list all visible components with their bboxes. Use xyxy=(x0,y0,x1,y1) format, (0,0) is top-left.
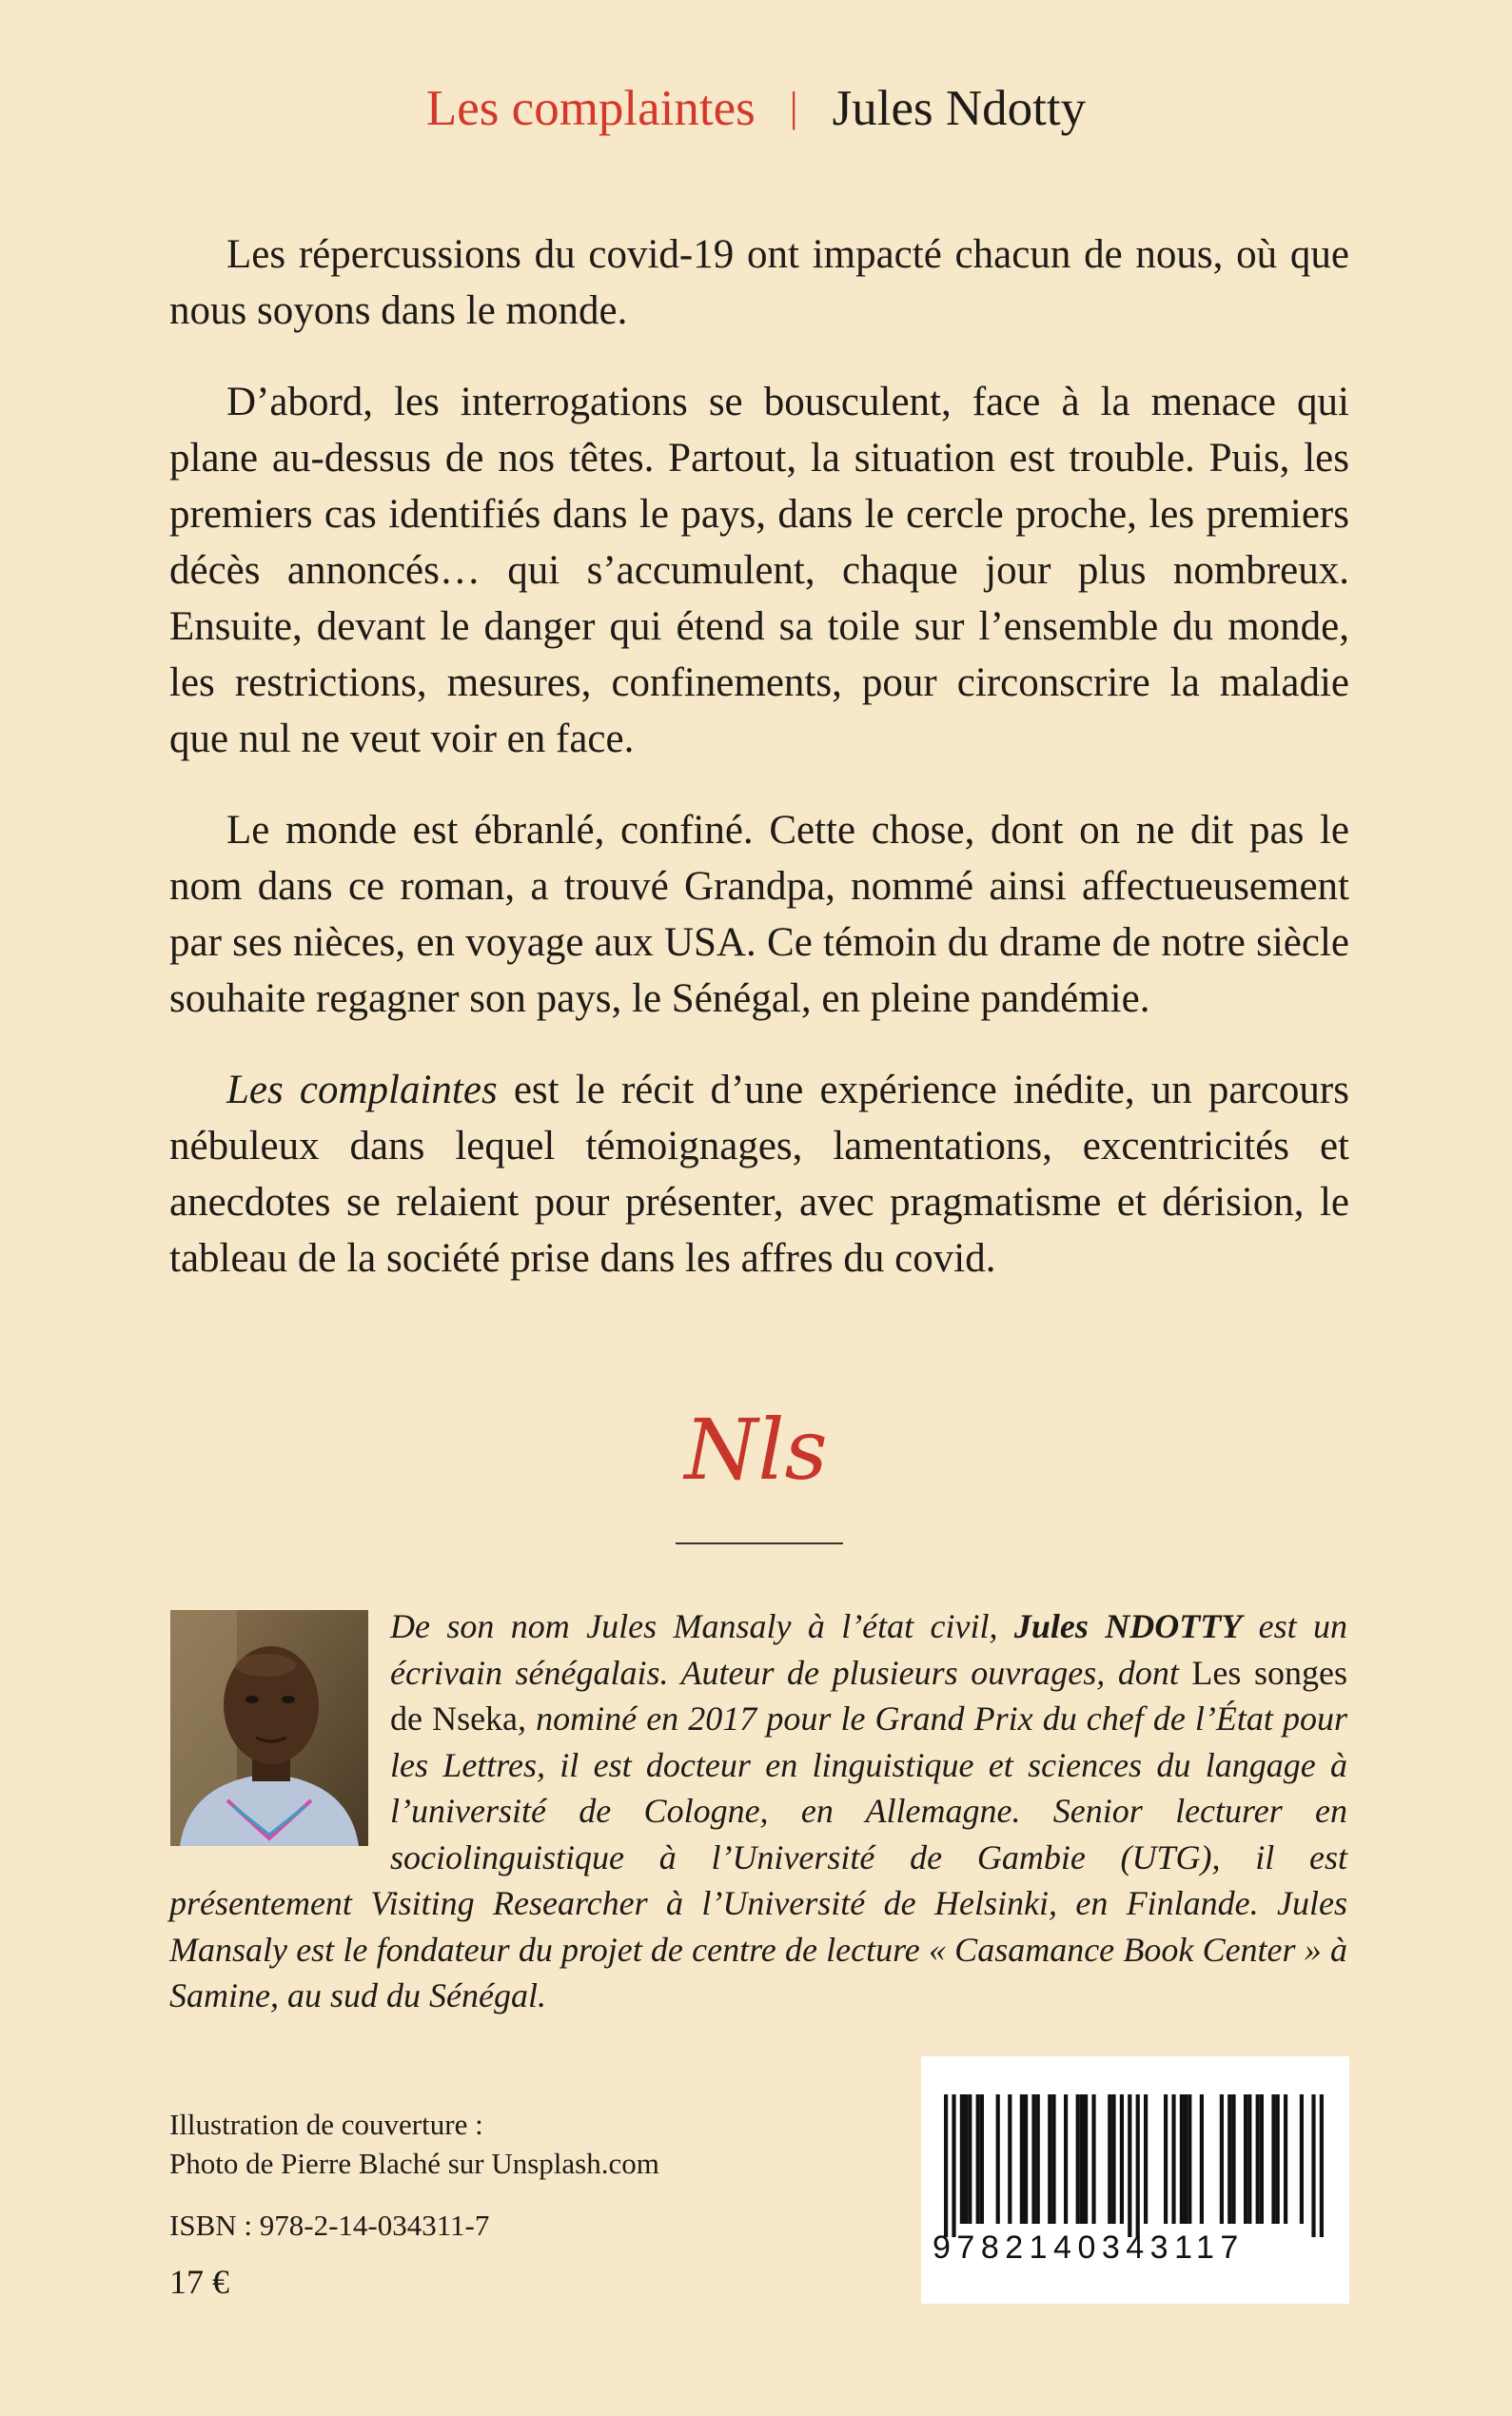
barcode-bar xyxy=(976,2094,980,2224)
bio-text-3: , nominé en 2017 pour le Grand Prix du chef de l’État pour les Lettres, il est docteur en linguistique et sciences du langage à l’université de Cologne, en Allemagne. Senior lecturer en sociolinguistique à l’Université de Gambie (UTG), il est présentement Visiting Researcher à l’Université de Helsinki, en Finlande. Jules Mansaly est le fondateur du projet de centre de lecture « Casamance Book Center » à Samine, au sud du Sénégal. xyxy=(169,1699,1347,2014)
barcode-bar xyxy=(996,2094,1000,2224)
barcode-bar xyxy=(944,2094,948,2237)
barcode-bar xyxy=(1171,2094,1175,2224)
bio-text-2: est un écrivain sénégalais. Auteur de plusieurs ouvrages, dont xyxy=(390,1607,1347,1692)
barcode-bar xyxy=(1020,2094,1024,2224)
barcode-bar xyxy=(980,2094,984,2224)
barcode-bar xyxy=(1231,2094,1235,2224)
blurb-paragraph-4 xyxy=(169,1062,1349,1287)
bio-text-1: De son nom Jules Mansaly à l’état civil, xyxy=(390,1607,1014,1645)
barcode-bar xyxy=(1188,2094,1191,2224)
barcode-bar xyxy=(960,2094,964,2224)
barcode-bar xyxy=(1227,2094,1231,2224)
credits-line-2: Photo de Pierre Blaché sur Unsplash.com xyxy=(169,2147,659,2180)
blurb xyxy=(169,226,1349,1322)
barcode-bar xyxy=(1220,2094,1224,2224)
barcode-bar xyxy=(1164,2094,1168,2224)
barcode-bar xyxy=(1076,2094,1080,2224)
blurb-paragraph-4-text: est le récit d’une expérience inédite, un parcours nébuleux dans lequel témoignages, lamentations, excentricités et anecdotes se relaient pour présenter, avec pragmatisme et dérision, le tableau de la société prise dans les affres du covid. xyxy=(169,1068,1349,1281)
barcode-bar xyxy=(964,2094,968,2224)
publisher-logo: Nls xyxy=(684,1401,828,1499)
barcode-digits: 9782140343117 xyxy=(933,2229,1245,2266)
credits-line-1: Illustration de couverture : xyxy=(169,2108,483,2141)
barcode-bar xyxy=(1008,2094,1011,2224)
barcode-bar xyxy=(1111,2094,1115,2224)
barcode-bar xyxy=(968,2094,972,2224)
barcode-bar xyxy=(1048,2094,1051,2224)
barcode-bar xyxy=(1244,2094,1247,2224)
author-bio xyxy=(169,1603,1347,2019)
price: 17 € xyxy=(169,2263,229,2301)
blurb-paragraph-3: Le monde est ébranlé, confiné. Cette chose, dont on ne dit pas le nom dans ce roman, a trouvé Grandpa, nommé ainsi affectueusement par ses nièces, en voyage aux USA. Ce témoin du drame de notre siècle souhaite regagner son pays, le Sénégal, en pleine pandémie. xyxy=(169,808,1349,1021)
book-header xyxy=(0,81,1512,136)
blurb-title-italic: Les complaintes xyxy=(226,1068,498,1112)
barcode-panel xyxy=(921,2056,1349,2304)
barcode-bar xyxy=(1136,2094,1140,2237)
book-author: Jules Ndotty xyxy=(832,81,1087,136)
barcode-bar xyxy=(1276,2094,1280,2224)
barcode-bar xyxy=(1144,2094,1148,2224)
blurb-paragraph-2: D’abord, les interrogations se bousculent, face à la menace qui plane au-dessus de nos têtes. Partout, la situation est trouble. Puis, les premiers cas identifiés dans le pays, dans le cercle proche, les premiers décès annoncés… qui s’accumulent, chaque jour plus nombreux. Ensuite, devant le danger qui étend sa toile sur l’ensemble du monde, les restrictions, mesures, confinements, pour circonscrire la maladie que nul ne veut voir en face. xyxy=(169,380,1349,761)
barcode-bar xyxy=(1120,2094,1124,2224)
logo-divider xyxy=(676,1542,843,1544)
barcode-bar xyxy=(1260,2094,1264,2224)
barcode-bar xyxy=(1184,2094,1188,2224)
barcode-bar xyxy=(1300,2094,1304,2224)
barcode-bar xyxy=(1091,2094,1095,2224)
title-separator: | xyxy=(789,84,798,130)
barcode-bar xyxy=(1031,2094,1035,2224)
barcode-bar xyxy=(1051,2094,1055,2224)
barcode-bar xyxy=(1064,2094,1068,2224)
isbn: ISBN : 978-2-14-034311-7 xyxy=(169,2209,490,2242)
bio-author-name: Jules NDOTTY xyxy=(1013,1607,1243,1645)
barcode xyxy=(931,2094,1340,2237)
barcode-bar xyxy=(1320,2094,1324,2237)
barcode-bar xyxy=(1284,2094,1287,2224)
cover-credits xyxy=(169,2105,659,2183)
barcode-bar xyxy=(1080,2094,1084,2224)
barcode-bar xyxy=(1108,2094,1111,2224)
barcode-bar xyxy=(1271,2094,1275,2224)
blurb-paragraph-1: Les répercussions du covid-19 ont impacté chacun de nous, où que nous soyons dans le monde. xyxy=(169,232,1349,333)
barcode-bar xyxy=(1247,2094,1251,2224)
barcode-bar xyxy=(952,2094,955,2237)
barcode-bar xyxy=(1128,2094,1131,2237)
barcode-bar xyxy=(1036,2094,1040,2224)
barcode-bar xyxy=(1200,2094,1204,2224)
barcode-bar xyxy=(1180,2094,1184,2224)
bio-book-title: Les songes de Nseka xyxy=(390,1653,1347,1738)
barcode-bar xyxy=(1256,2094,1260,2224)
barcode-bar xyxy=(1084,2094,1088,2224)
book-title: Les complaintes xyxy=(425,81,756,136)
barcode-bar xyxy=(1311,2094,1315,2237)
barcode-bar xyxy=(1024,2094,1028,2224)
